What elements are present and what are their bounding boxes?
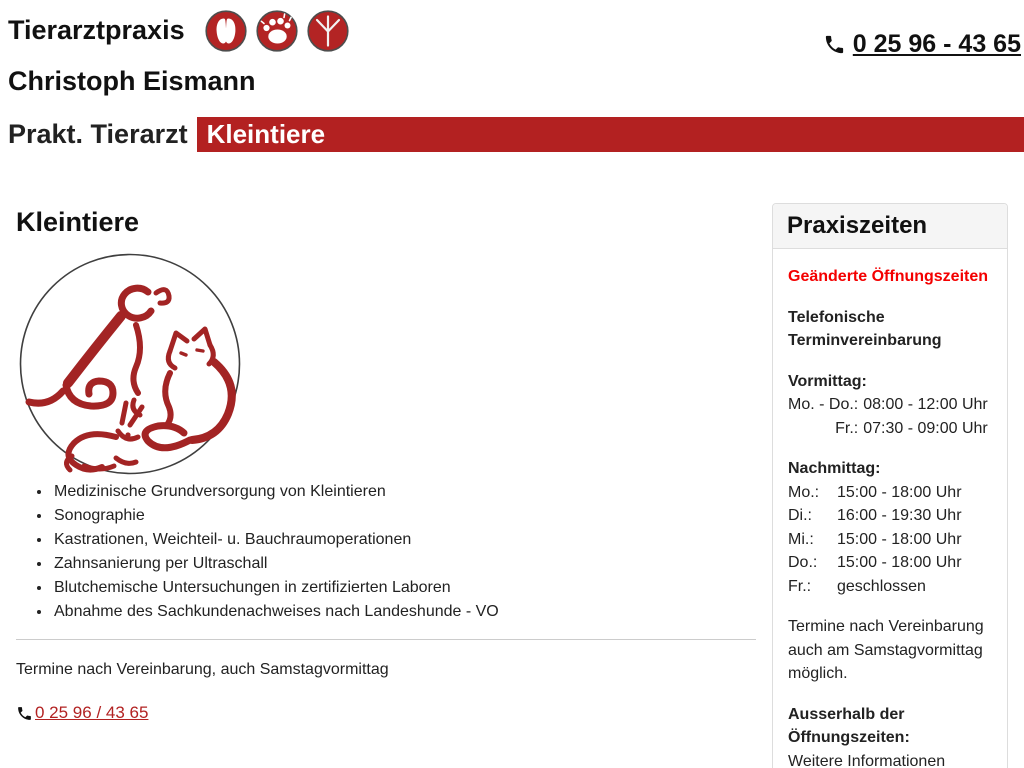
service-item: • Kastrationen, Weichteil- u. Bauchraumoperationen [52,528,756,552]
afternoon-label: Nachmittag: [788,460,881,478]
service-item: • Sonographie [52,504,756,528]
panel-title: Praxiszeiten [787,212,928,240]
after-hours-label: Ausserhalb der Öffnungszeiten: [788,705,910,747]
morning-label: Vormittag: [788,372,867,390]
sidebar [772,203,1008,768]
schedule-time: 15:00 - 18:00 Uhr [837,530,962,548]
animals-logo [17,252,243,476]
brand-owner-name: Christoph Eismann [8,66,256,96]
page-header [0,0,1024,97]
morning-hours-block [788,370,992,441]
schedule-time: 16:00 - 19:30 Uhr [837,507,962,525]
page-title: Kleintiere [16,207,140,238]
header-phone-number: 0 25 96 - 43 65 [852,30,1021,58]
schedule-days: Fr.: [788,577,812,595]
nav-static-label: Prakt. Tierarzt [8,119,188,150]
brand-icon-group [205,10,349,52]
schedule-days: Mo. - Do.: [788,396,859,414]
service-item: • Blutchemische Untersuchungen in zertifizierten Laboren [52,576,756,600]
phone-appointment-subtitle: Telefonische Terminvereinbarung [788,308,942,350]
service-item: • Abnahme des Sachkundenachweises nach Landeshunde - VO [52,600,756,624]
phone-icon [16,705,33,722]
panel-heading [773,204,1007,249]
schedule-time: 08:00 - 12:00 Uhr [863,396,988,414]
nav-item-kleintiere[interactable]: Kleintiere [206,119,326,150]
schedule-days: Fr.: [835,419,859,437]
service-item: • Medizinische Grundversorgung von Kleintieren [52,480,756,504]
service-item: • Zahnsanierung per Ultraschall [52,552,756,576]
after-hours-block [788,703,992,768]
saturday-note: Termine nach Vereinbarung auch am Samstagvormittag möglich. [788,618,984,683]
birdfoot-icon [307,10,349,52]
nav-red-bar [197,117,1024,152]
after-hours-text: Weitere Informationen [788,752,946,768]
content-phone-link[interactable] [16,703,148,723]
changed-hours-alert: Geänderte Öffnungszeiten [788,268,989,286]
panel-body [773,249,1007,768]
schedule-days: Mi.: [788,530,814,548]
brand-name: Tierarztpraxis [8,15,185,46]
main-content [16,203,756,727]
content-divider [16,639,756,640]
pawprint-icon [256,10,298,52]
schedule-time: 07:30 - 09:00 Uhr [863,419,988,437]
schedule-days: Di.: [788,507,812,525]
afternoon-hours-block [788,457,992,598]
header-phone-link[interactable] [823,30,1021,59]
schedule-time: 15:00 - 18:00 Uhr [837,483,962,501]
services-list [16,480,756,624]
hoofprint-icon [205,10,247,52]
phone-icon [823,33,846,56]
schedule-time: 15:00 - 18:00 Uhr [837,554,962,572]
appointment-note: Termine nach Vereinbarung, auch Samstagvormittag [16,661,389,679]
practice-hours-panel [772,203,1008,768]
schedule-time: geschlossen [837,577,926,595]
content-phone-number: 0 25 96 / 43 65 [35,703,149,723]
schedule-days: Mo.: [788,483,820,501]
main-navigation [0,117,1024,152]
schedule-days: Do.: [788,554,818,572]
